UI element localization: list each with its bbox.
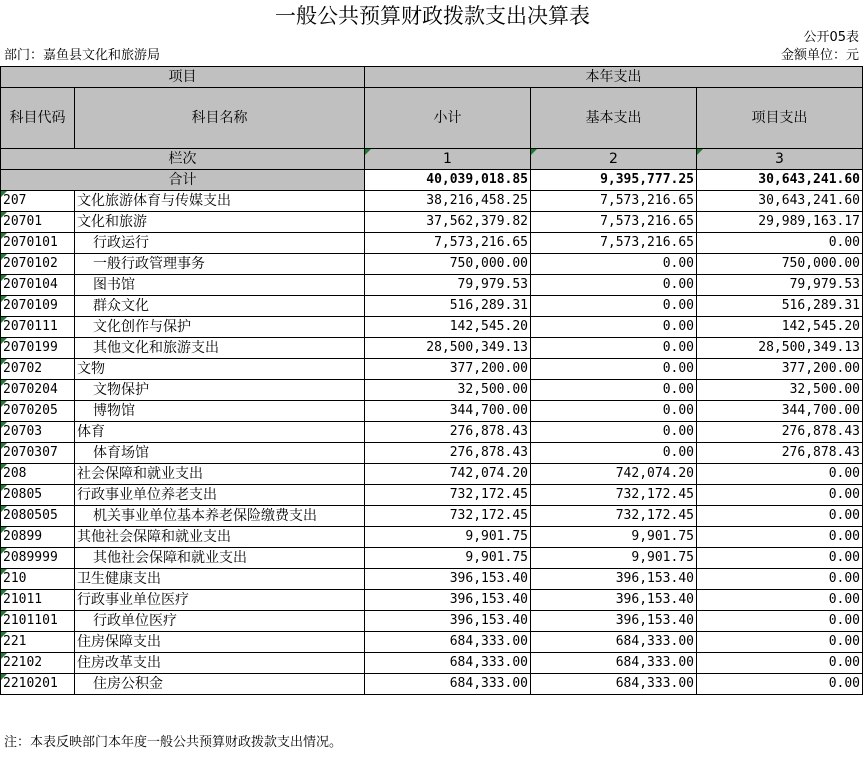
row-subtotal: 344,700.00 <box>365 401 531 422</box>
row-subtotal: 377,200.00 <box>365 359 531 380</box>
total-label: 合计 <box>1 170 365 191</box>
row-project: 377,200.00 <box>697 359 863 380</box>
row-basic: 396,153.40 <box>531 590 697 611</box>
row-basic: 732,172.45 <box>531 506 697 527</box>
row-project: 28,500,349.13 <box>697 338 863 359</box>
row-number-label: 栏次 <box>1 149 365 170</box>
table-row <box>1 359 863 380</box>
row-code: 2089999 <box>1 548 75 569</box>
row-basic: 0.00 <box>531 443 697 464</box>
row-name: 文化旅游体育与传媒支出 <box>75 191 365 212</box>
column-number-2: 2 <box>531 149 697 170</box>
row-name: 体育场馆 <box>75 443 365 464</box>
header-subtotal: 小计 <box>365 88 531 149</box>
table-row <box>1 338 863 359</box>
department-label: 部门：嘉鱼县文化和旅游局 <box>4 48 161 63</box>
row-name: 博物馆 <box>75 401 365 422</box>
row-code: 20805 <box>1 485 75 506</box>
row-project: 0.00 <box>697 485 863 506</box>
row-name: 行政事业单位医疗 <box>75 590 365 611</box>
column-number-3: 3 <box>697 149 863 170</box>
row-code: 2070199 <box>1 338 75 359</box>
row-code: 207 <box>1 191 75 212</box>
table-body <box>1 191 863 695</box>
row-code: 2080505 <box>1 506 75 527</box>
row-subtotal: 276,878.43 <box>365 422 531 443</box>
row-name: 住房保障支出 <box>75 632 365 653</box>
row-name: 文化和旅游 <box>75 212 365 233</box>
row-basic: 684,333.00 <box>531 653 697 674</box>
row-project: 0.00 <box>697 590 863 611</box>
table-row <box>1 296 863 317</box>
row-project: 750,000.00 <box>697 254 863 275</box>
row-project: 0.00 <box>697 653 863 674</box>
row-subtotal: 742,074.20 <box>365 464 531 485</box>
row-project: 276,878.43 <box>697 422 863 443</box>
report-title: 一般公共预算财政拨款支出决算表 <box>275 4 590 28</box>
row-code: 20702 <box>1 359 75 380</box>
row-name: 文物保护 <box>75 380 365 401</box>
row-code: 2070109 <box>1 296 75 317</box>
table-row <box>1 506 863 527</box>
row-name: 行政单位医疗 <box>75 611 365 632</box>
table-row <box>1 380 863 401</box>
table-row <box>1 548 863 569</box>
table-row <box>1 275 863 296</box>
row-project: 32,500.00 <box>697 380 863 401</box>
table-row <box>1 569 863 590</box>
row-subtotal: 684,333.00 <box>365 674 531 695</box>
row-project: 0.00 <box>697 674 863 695</box>
row-basic: 7,573,216.65 <box>531 212 697 233</box>
row-code: 21011 <box>1 590 75 611</box>
table-row <box>1 254 863 275</box>
table-row <box>1 674 863 695</box>
table-row <box>1 233 863 254</box>
header-item-group: 项目 <box>1 67 365 88</box>
row-code: 2070101 <box>1 233 75 254</box>
row-basic: 0.00 <box>531 296 697 317</box>
row-name: 其他社会保障和就业支出 <box>75 548 365 569</box>
row-basic: 7,573,216.65 <box>531 191 697 212</box>
table-row <box>1 632 863 653</box>
row-name: 住房公积金 <box>75 674 365 695</box>
unit-label: 金额单位：元 <box>780 48 859 63</box>
row-project: 0.00 <box>697 527 863 548</box>
expenditure-table <box>0 66 863 695</box>
row-basic: 0.00 <box>531 317 697 338</box>
total-subtotal: 40,039,018.85 <box>365 170 531 191</box>
row-code: 20899 <box>1 527 75 548</box>
row-basic: 684,333.00 <box>531 632 697 653</box>
header-year-group: 本年支出 <box>365 67 863 88</box>
row-project: 516,289.31 <box>697 296 863 317</box>
row-basic: 742,074.20 <box>531 464 697 485</box>
row-project: 0.00 <box>697 632 863 653</box>
row-name: 一般行政管理事务 <box>75 254 365 275</box>
table-row <box>1 212 863 233</box>
row-basic: 684,333.00 <box>531 674 697 695</box>
table-row <box>1 401 863 422</box>
row-project: 0.00 <box>697 569 863 590</box>
row-code: 2070307 <box>1 443 75 464</box>
row-name: 其他社会保障和就业支出 <box>75 527 365 548</box>
row-subtotal: 7,573,216.65 <box>365 233 531 254</box>
row-basic: 0.00 <box>531 380 697 401</box>
table-row <box>1 611 863 632</box>
row-basic: 396,153.40 <box>531 611 697 632</box>
row-project: 0.00 <box>697 506 863 527</box>
row-project: 0.00 <box>697 611 863 632</box>
row-basic: 732,172.45 <box>531 485 697 506</box>
row-code: 22102 <box>1 653 75 674</box>
row-code: 2070204 <box>1 380 75 401</box>
row-name: 群众文化 <box>75 296 365 317</box>
row-subtotal: 37,562,379.82 <box>365 212 531 233</box>
row-name: 文物 <box>75 359 365 380</box>
row-subtotal: 732,172.45 <box>365 485 531 506</box>
total-basic: 9,395,777.25 <box>531 170 697 191</box>
row-name: 行政运行 <box>75 233 365 254</box>
row-subtotal: 28,500,349.13 <box>365 338 531 359</box>
row-basic: 396,153.40 <box>531 569 697 590</box>
row-project: 79,979.53 <box>697 275 863 296</box>
row-project: 0.00 <box>697 233 863 254</box>
column-number-1: 1 <box>365 149 531 170</box>
row-name: 文化创作与保护 <box>75 317 365 338</box>
row-code: 2210201 <box>1 674 75 695</box>
row-code: 2070104 <box>1 275 75 296</box>
table-row <box>1 527 863 548</box>
table-row <box>1 485 863 506</box>
row-subtotal: 396,153.40 <box>365 590 531 611</box>
table-row <box>1 443 863 464</box>
form-number: 公开05表 <box>803 30 859 45</box>
row-subtotal: 142,545.20 <box>365 317 531 338</box>
row-project: 30,643,241.60 <box>697 191 863 212</box>
row-project: 0.00 <box>697 464 863 485</box>
row-subtotal: 396,153.40 <box>365 569 531 590</box>
row-subtotal: 396,153.40 <box>365 611 531 632</box>
row-subtotal: 684,333.00 <box>365 632 531 653</box>
table-row <box>1 191 863 212</box>
table-row <box>1 590 863 611</box>
row-name: 体育 <box>75 422 365 443</box>
row-subtotal: 684,333.00 <box>365 653 531 674</box>
row-code: 2101101 <box>1 611 75 632</box>
row-name: 其他文化和旅游支出 <box>75 338 365 359</box>
row-subtotal: 276,878.43 <box>365 443 531 464</box>
row-code: 20703 <box>1 422 75 443</box>
row-basic: 0.00 <box>531 359 697 380</box>
row-subtotal: 516,289.31 <box>365 296 531 317</box>
row-name: 卫生健康支出 <box>75 569 365 590</box>
row-code: 208 <box>1 464 75 485</box>
row-subtotal: 750,000.00 <box>365 254 531 275</box>
row-code: 20701 <box>1 212 75 233</box>
row-project: 142,545.20 <box>697 317 863 338</box>
row-name: 社会保障和就业支出 <box>75 464 365 485</box>
row-basic: 0.00 <box>531 422 697 443</box>
row-name: 行政事业单位养老支出 <box>75 485 365 506</box>
row-subtotal: 732,172.45 <box>365 506 531 527</box>
row-basic: 9,901.75 <box>531 548 697 569</box>
row-name: 图书馆 <box>75 275 365 296</box>
row-basic: 0.00 <box>531 401 697 422</box>
row-project: 276,878.43 <box>697 443 863 464</box>
row-subtotal: 32,500.00 <box>365 380 531 401</box>
row-code: 221 <box>1 632 75 653</box>
table-row <box>1 653 863 674</box>
table-row <box>1 317 863 338</box>
row-subtotal: 9,901.75 <box>365 548 531 569</box>
row-basic: 9,901.75 <box>531 527 697 548</box>
row-subtotal: 9,901.75 <box>365 527 531 548</box>
row-code: 2070205 <box>1 401 75 422</box>
row-basic: 0.00 <box>531 338 697 359</box>
row-subtotal: 38,216,458.25 <box>365 191 531 212</box>
footnote: 注：本表反映部门本年度一般公共预算财政拨款支出情况。 <box>4 735 343 750</box>
row-project: 29,989,163.17 <box>697 212 863 233</box>
header-basic: 基本支出 <box>531 88 697 149</box>
table-row <box>1 422 863 443</box>
row-name: 住房改革支出 <box>75 653 365 674</box>
header-code: 科目代码 <box>1 88 75 149</box>
row-code: 2070111 <box>1 317 75 338</box>
row-project: 344,700.00 <box>697 401 863 422</box>
table-row <box>1 464 863 485</box>
row-code: 210 <box>1 569 75 590</box>
row-name: 机关事业单位基本养老保险缴费支出 <box>75 506 365 527</box>
row-code: 2070102 <box>1 254 75 275</box>
row-basic: 0.00 <box>531 275 697 296</box>
row-basic: 7,573,216.65 <box>531 233 697 254</box>
total-project: 30,643,241.60 <box>697 170 863 191</box>
row-basic: 0.00 <box>531 254 697 275</box>
header-project: 项目支出 <box>697 88 863 149</box>
header-name: 科目名称 <box>75 88 365 149</box>
row-project: 0.00 <box>697 548 863 569</box>
row-subtotal: 79,979.53 <box>365 275 531 296</box>
